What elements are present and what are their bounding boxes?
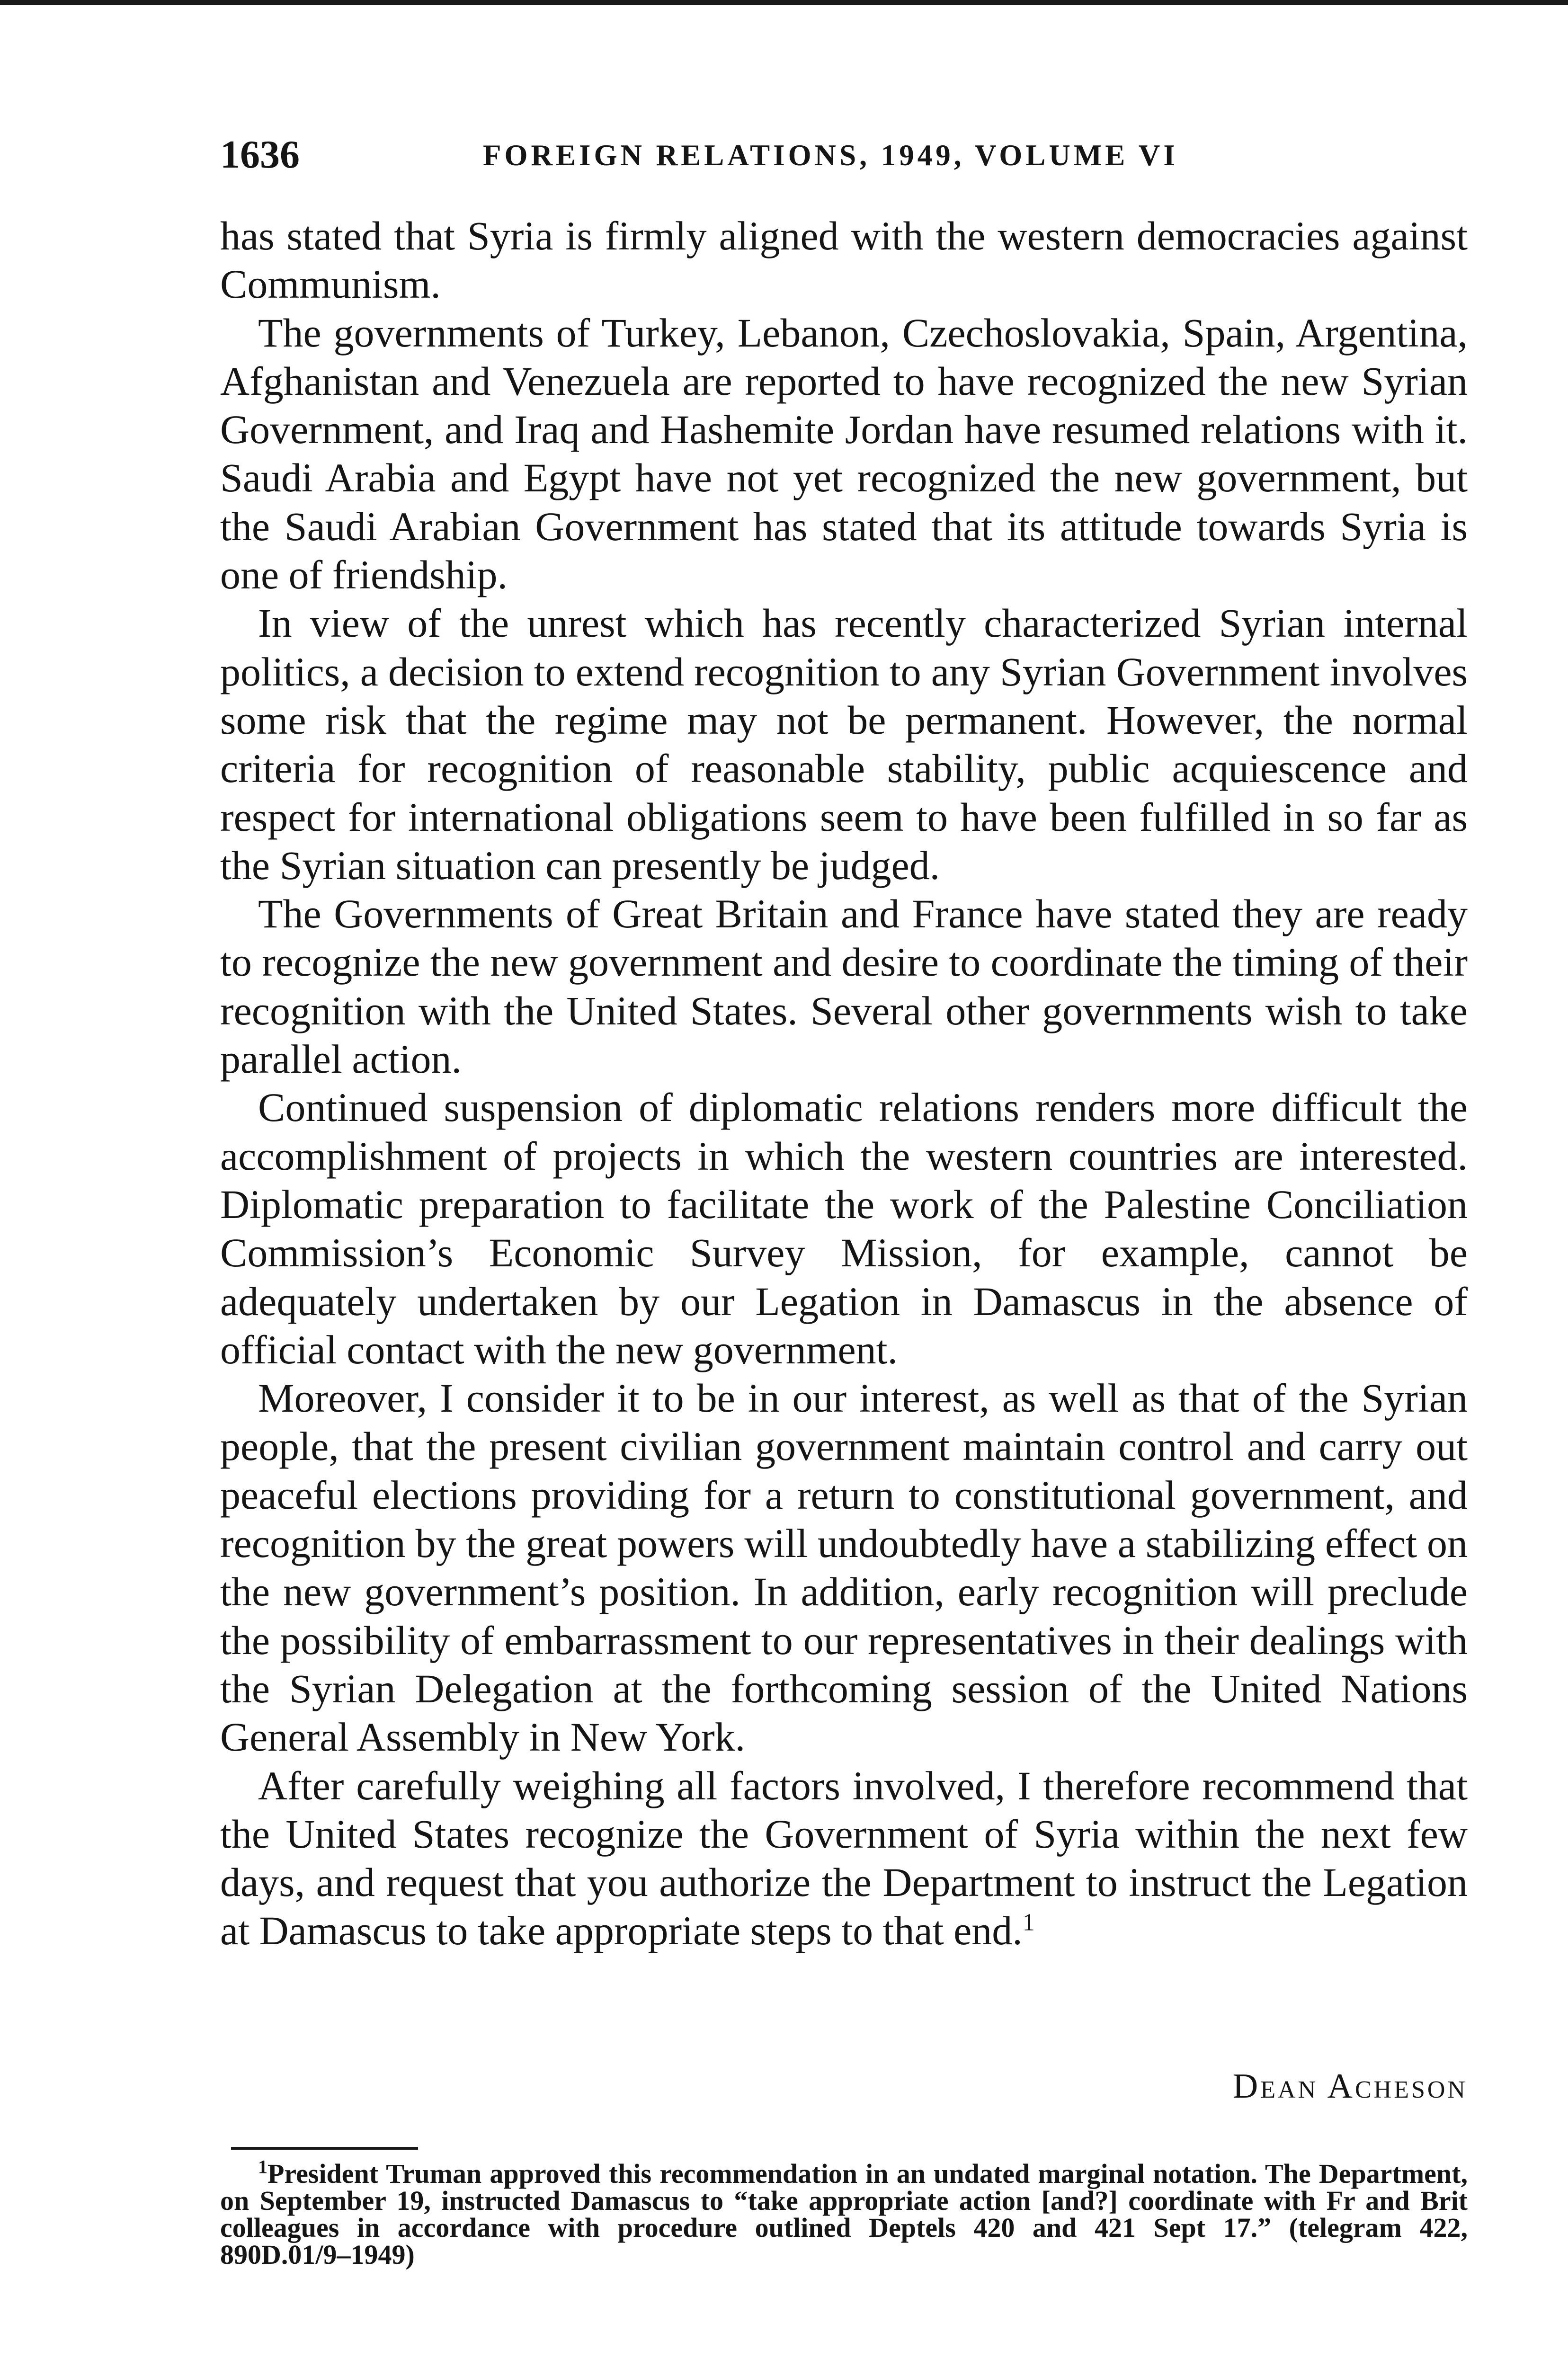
running-head: FOREIGN RELATIONS, 1949, VOLUME VI (483, 139, 1178, 172)
paragraph-recognition-status: The governments of Turkey, Lebanon, Czechoslovakia, Spain, Argentina, Afghanistan and Venezuela are reported to have recognized the new Syrian Government, and Iraq and Hashemite Jordan have resumed relations with it. Saudi Arabia and Egypt have not yet recognized the new government, but the Saudi Arabian Government has stated that its attitude towards Syria is one of friendship. (220, 310, 1468, 598)
page-top-edge (0, 0, 1568, 5)
footnote-divider (231, 2147, 418, 2150)
recommendation-text: After carefully weighing all factors involved, I therefore recommend that the United States recognize the Government of Syria within the next few days, and request that you authorize the Department to instruct the Legation at Damascus to take appropriate steps to that end. (220, 1762, 1468, 1954)
paragraph-britain-france: The Governments of Great Britain and France have stated they are ready to recognize the new government and desire to coordinate the timing of their recognition with the United States. Several other governments wish to take parallel action. (220, 891, 1468, 1082)
signature-name: Dean Acheson (1232, 2067, 1468, 2106)
footnote (220, 2156, 1468, 2270)
footnote-text: President Truman approved this recommendation in an undated marginal notation. The Department, on September 19, instructed Damascus to “take appropriate action [and?] coordinate with Fr and Brit colleagues in accordance with procedure outlined Deptels 420 and 421 Sept 17.” (telegram 422, 890D.01/9–1949) (220, 2158, 1468, 2270)
page-number: 1636 (220, 133, 300, 177)
paragraph-recommendation (220, 1762, 1468, 1955)
document-body (220, 212, 1468, 1955)
signature (1233, 2063, 1468, 2110)
footnote-reference[interactable]: 1 (1022, 1909, 1035, 1936)
paragraph-unrest: In view of the unrest which has recently characterized Syrian internal politics, a decision to extend recognition to any Syrian Government involves some risk that the regime may not be permanent. However, the normal criteria for recognition of reasonable stability, public acquiescence and respect for international obligations seem to have been fulfilled in so far as the Syrian situation can presently be judged. (220, 600, 1468, 888)
paragraph-interest: Moreover, I consider it to be in our interest, as well as that of the Syrian people, that the present civilian government maintain control and carry out peaceful elections providing for a return to constitutional government, and recognition by the great powers will undoubtedly have a stabilizing effect on the new government’s position. In addition, early recognition will preclude the possibility of embarrassment to our representatives in their dealings with the Syrian Delegation at the forthcoming session of the United Nations General Assembly in New York. (220, 1375, 1468, 1760)
paragraph-continued: has stated that Syria is firmly aligned with the western democracies against Communism. (220, 213, 1468, 307)
footnote-mark: 1 (258, 2156, 267, 2178)
page-header (220, 129, 1468, 181)
paragraph-diplomatic-suspension: Continued suspension of diplomatic relations renders more difficult the accomplishment of projects in which the western countries are interested. Diplomatic preparation to facilitate the work of the Palestine Conciliation Commission’s Economic Survey Mission, for example, cannot be adequately undertaken by our Legation in Damascus in the absence of official contact with the new government. (220, 1085, 1468, 1372)
